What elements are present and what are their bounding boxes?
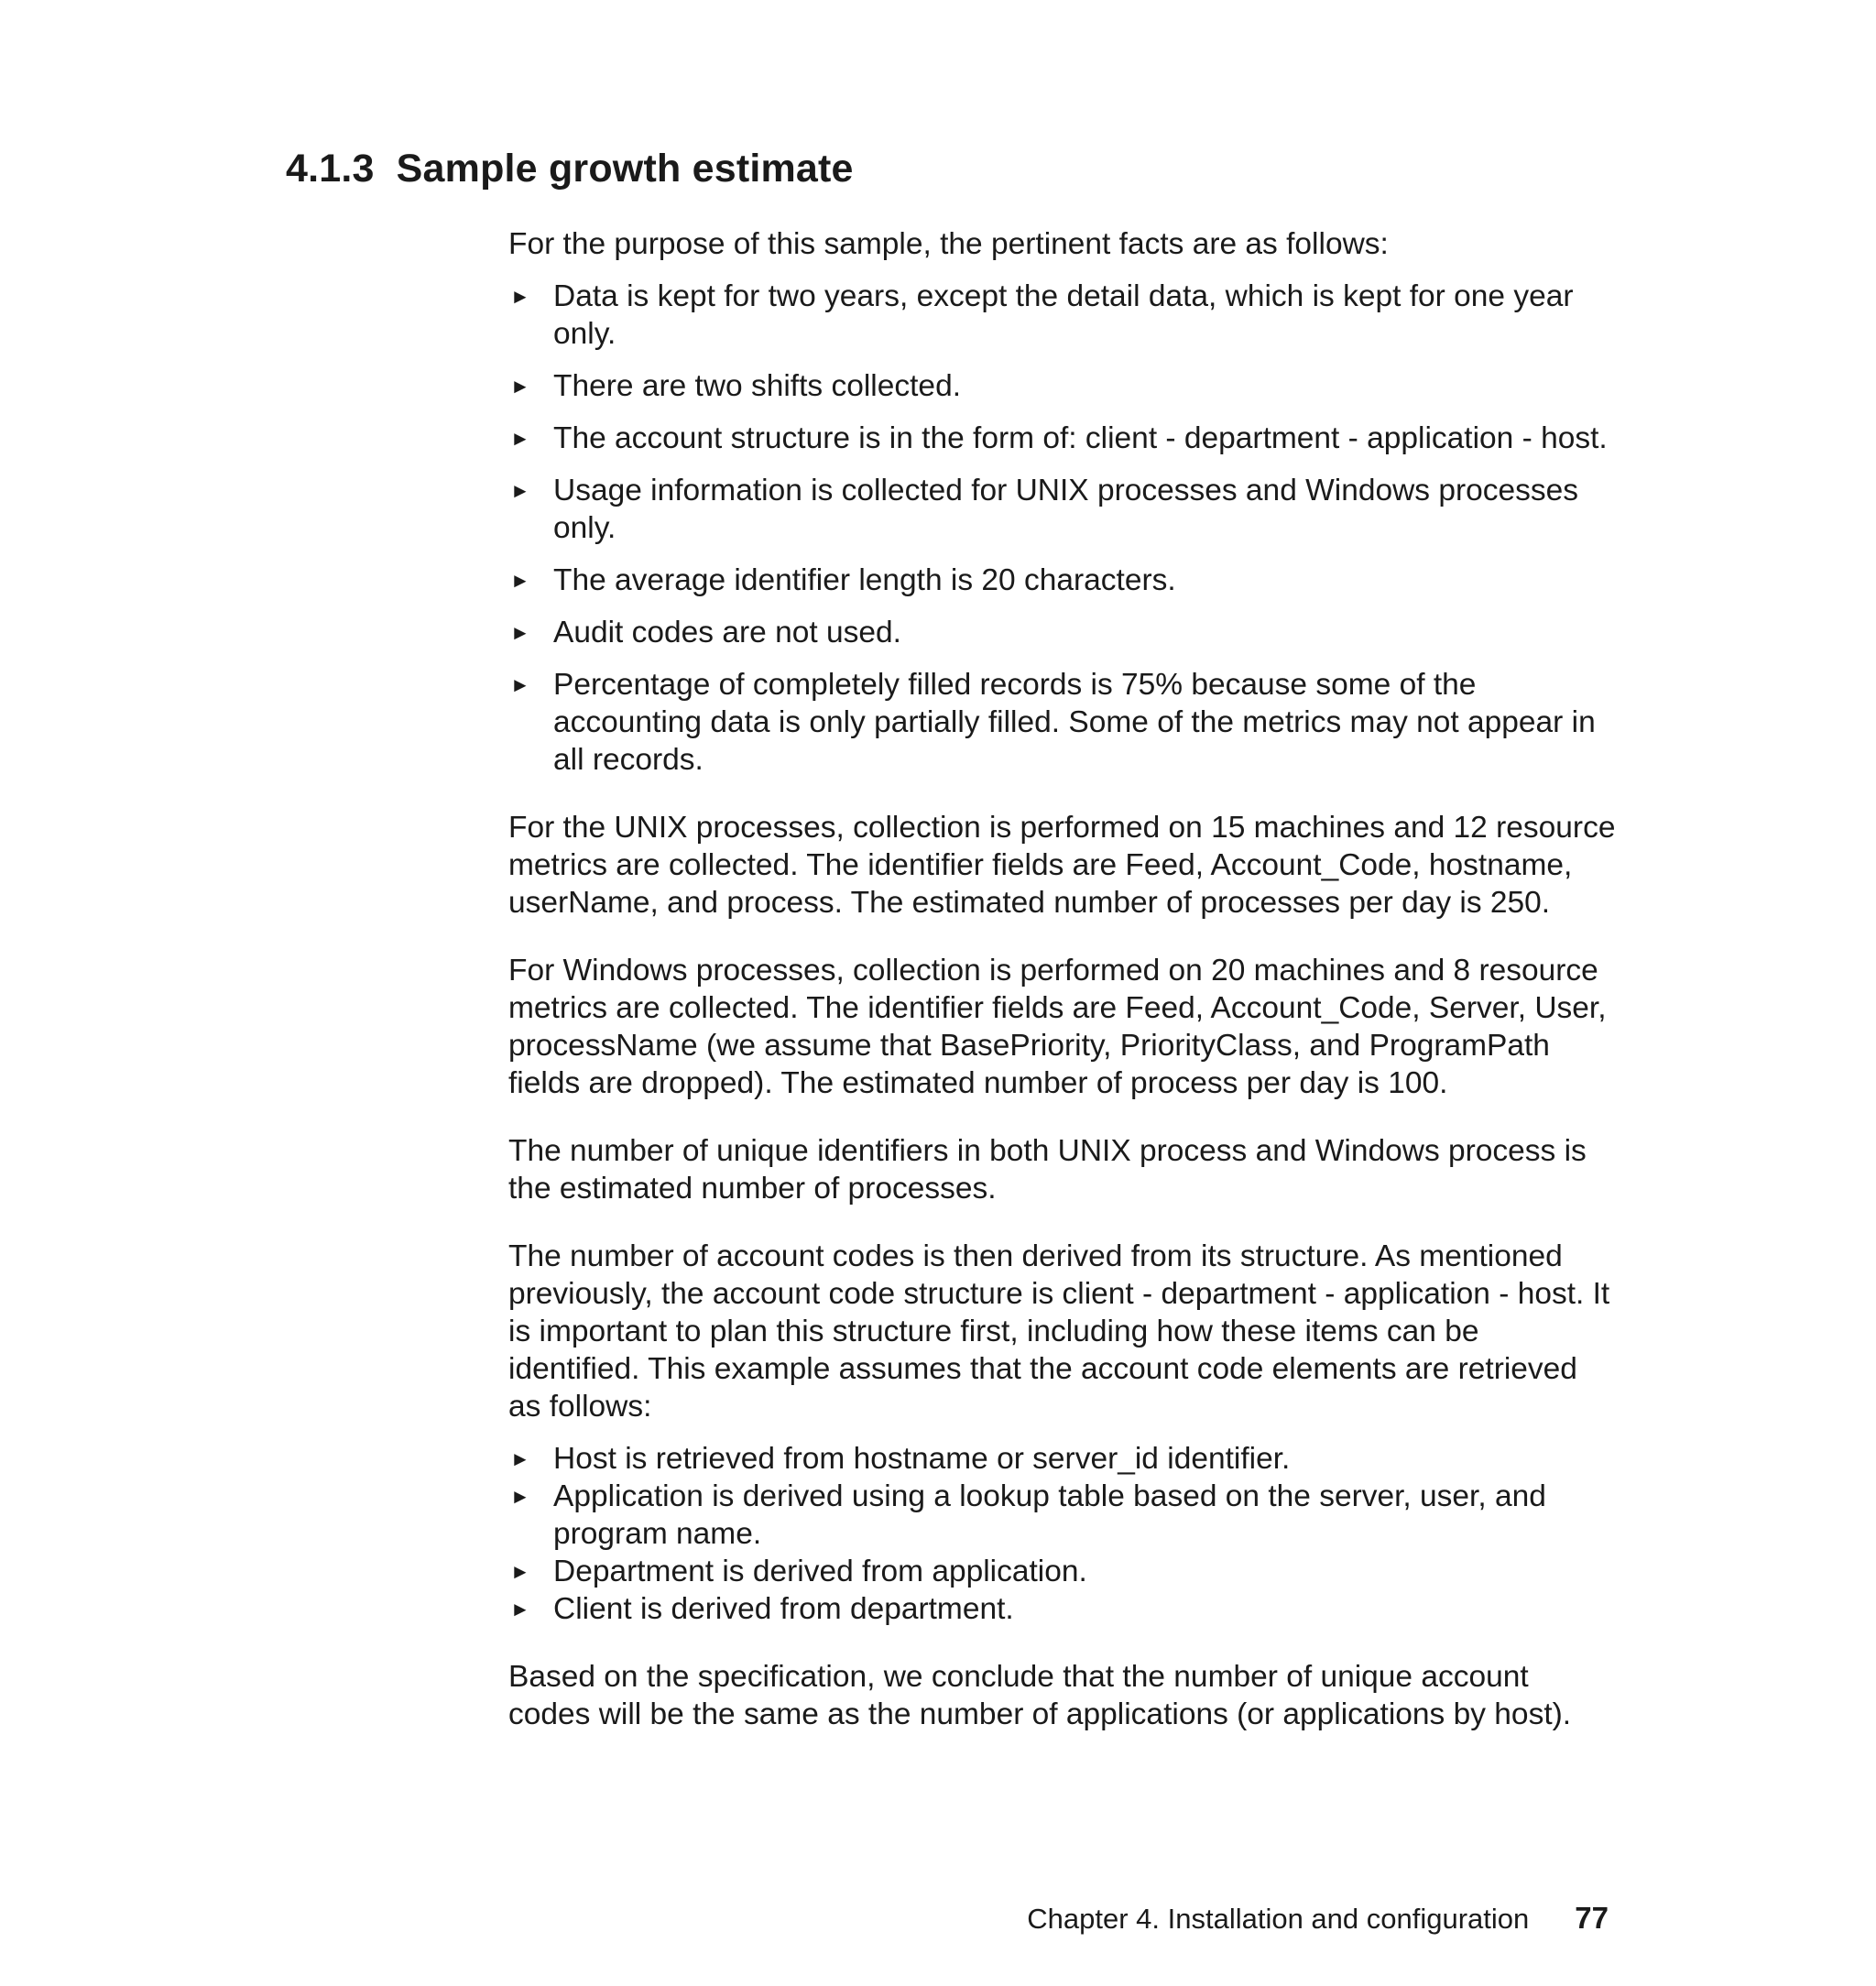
triangle-bullet-icon: ► <box>510 1598 530 1620</box>
triangle-bullet-icon: ► <box>510 1560 530 1583</box>
triangle-bullet-icon: ► <box>510 375 530 398</box>
section-number: 4.1.3 <box>286 147 375 191</box>
unix-paragraph: For the UNIX processes, collection is performed on 15 machines and 12 resource metrics are collected. The identifier fields are Feed, Account_Code, hostname, userName, and process. The estimated number of processes per day is 250. <box>508 811 1616 920</box>
triangle-bullet-icon: ► <box>510 673 530 696</box>
list-item <box>508 367 1617 405</box>
windows-paragraph: For Windows processes, collection is performed on 20 machines and 8 resource metrics are collected. The identifier fields are Feed, Account_Code, Server, User, processName (we assume that BasePriority, PriorityClass, and ProgramPath fields are dropped). The estimated number of process per day is 100. <box>508 954 1607 1100</box>
triangle-bullet-icon: ► <box>510 1447 530 1470</box>
list-item <box>508 1553 1617 1590</box>
triangle-bullet-icon: ► <box>510 479 530 502</box>
list-item-text: Audit codes are not used. <box>553 616 901 649</box>
list-item <box>508 1478 1617 1553</box>
list-item-text: Department is derived from application. <box>553 1555 1087 1588</box>
account-codes-paragraph: The number of account codes is then derived from its structure. As mentioned previously, the account code structure is client - department - application - host. It is important to plan this structure first, including how these items can be identified. This example assumes that the account code elements are retrieved as follows: <box>508 1239 1610 1424</box>
list-item <box>508 666 1617 779</box>
conclusion-paragraph: Based on the specification, we conclude that the number of unique account codes will be the same as the number of applications (or applications by host). <box>508 1660 1572 1731</box>
section-title: Sample growth estimate <box>396 147 854 191</box>
list-item <box>508 614 1617 651</box>
unique-identifiers-paragraph: The number of unique identifiers in both UNIX process and Windows process is the estimated number of processes. <box>508 1134 1587 1206</box>
list-item-text: There are two shifts collected. <box>553 369 962 403</box>
triangle-bullet-icon: ► <box>510 285 530 308</box>
list-item-text: Host is retrieved from hostname or server_id identifier. <box>553 1442 1291 1476</box>
triangle-bullet-icon: ► <box>510 621 530 644</box>
triangle-bullet-icon: ► <box>510 1485 530 1508</box>
list-item <box>508 1590 1617 1628</box>
facts-list <box>508 278 1617 779</box>
triangle-bullet-icon: ► <box>510 569 530 592</box>
list-item <box>508 278 1617 353</box>
page-number: 77 <box>1575 1901 1609 1935</box>
section-heading <box>286 143 854 194</box>
list-item-text: Percentage of completely filled records is 75% because some of the accounting data is only partially filled. Some of the metrics may not appear in all records. <box>553 668 1596 777</box>
list-item-text: Data is kept for two years, except the detail data, which is kept for one year only. <box>553 279 1574 351</box>
chapter-title: Chapter 4. Installation and configuration <box>1027 1903 1530 1935</box>
page-footer <box>1027 1900 1609 1937</box>
intro-paragraph: For the purpose of this sample, the pertinent facts are as follows: <box>508 227 1389 261</box>
list-item-text: The average identifier length is 20 characters. <box>553 563 1176 597</box>
list-item <box>508 562 1617 599</box>
list-item <box>508 472 1617 547</box>
triangle-bullet-icon: ► <box>510 427 530 450</box>
list-item <box>508 1440 1617 1478</box>
list-item-text: Application is derived using a lookup table based on the server, user, and program name. <box>553 1479 1546 1551</box>
list-item <box>508 420 1617 457</box>
list-item-text: Usage information is collected for UNIX processes and Windows processes only. <box>553 474 1579 545</box>
body-column <box>508 225 1617 1763</box>
list-item-text: The account structure is in the form of: client - department - application - host. <box>553 421 1608 455</box>
retrieval-list <box>508 1440 1617 1628</box>
list-item-text: Client is derived from department. <box>553 1592 1014 1626</box>
